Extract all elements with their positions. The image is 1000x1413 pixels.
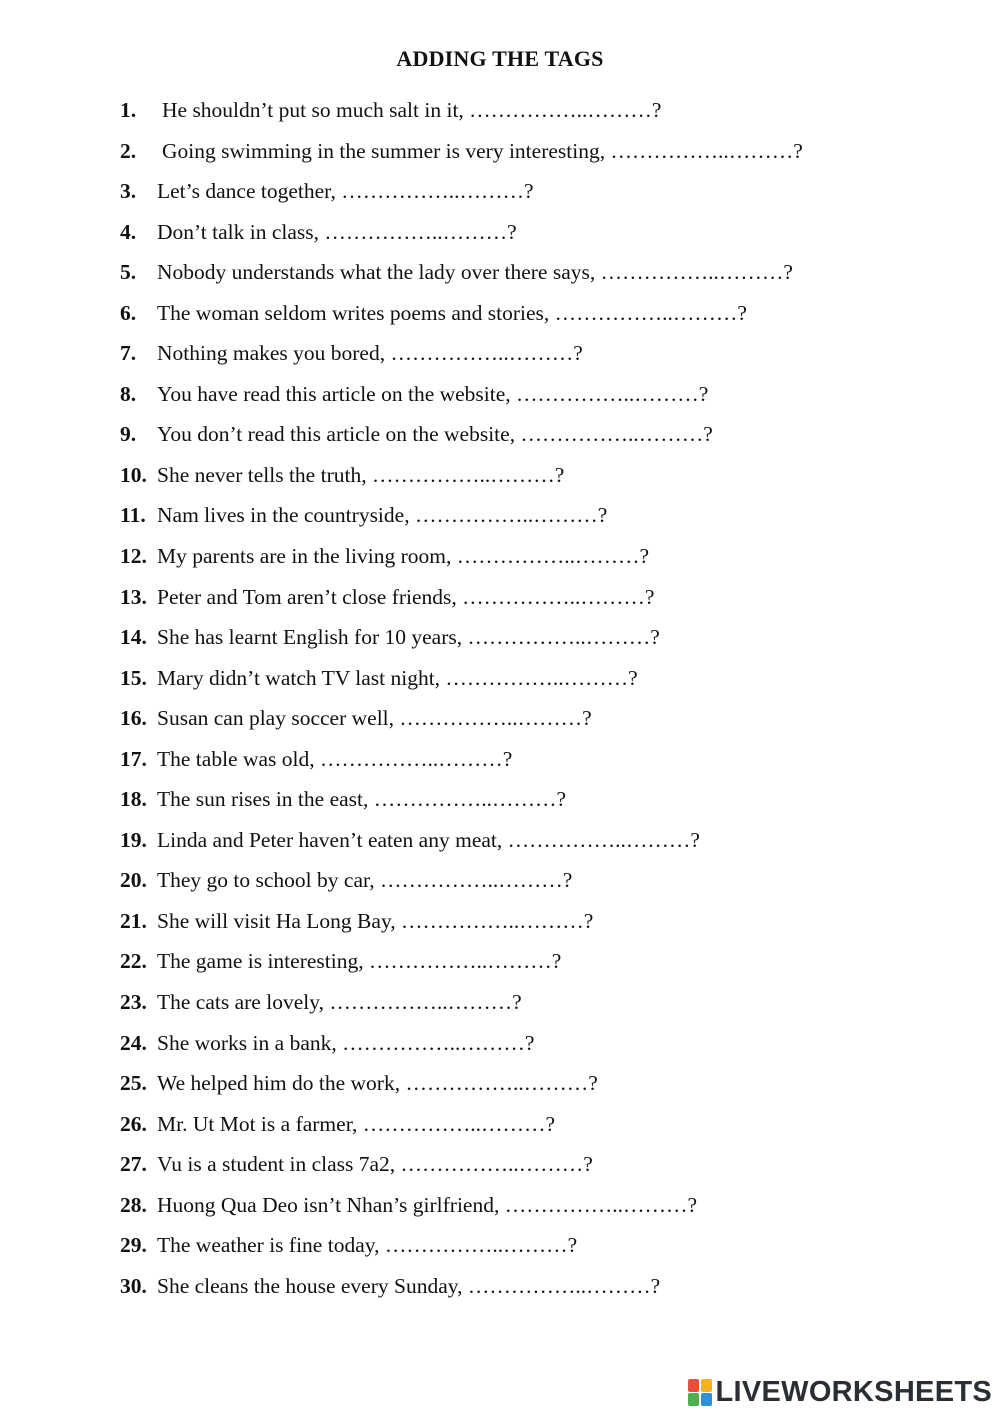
question-text: Going swimming in the summer is very interesting, ……………..………? xyxy=(162,138,803,163)
question-text: You have read this article on the website, ……………..………? xyxy=(157,381,709,406)
question-item xyxy=(120,252,980,293)
question-text: Huong Qua Deo isn’t Nhan’s girlfriend, ……………..………? xyxy=(157,1192,698,1217)
question-text: My parents are in the living room, ……………..………? xyxy=(157,544,650,569)
question-item xyxy=(120,212,980,253)
question-item xyxy=(120,1104,980,1145)
footer-branding xyxy=(688,1374,993,1410)
question-item xyxy=(120,1144,980,1185)
question-number: 7. xyxy=(120,341,137,366)
question-text: Mr. Ut Mot is a farmer, ……………..………? xyxy=(157,1111,556,1136)
question-number: 9. xyxy=(120,422,137,447)
worksheet-title: ADDING THE TAGS xyxy=(396,46,604,71)
question-text: Linda and Peter haven’t eaten any meat, ……………..………? xyxy=(157,827,700,852)
question-item xyxy=(120,414,980,455)
question-text: She never tells the truth, ……………..………? xyxy=(157,462,565,487)
question-item xyxy=(120,739,980,780)
question-text: He shouldn’t put so much salt in it, ……………..………? xyxy=(162,98,662,122)
question-number: 2. xyxy=(120,138,137,163)
question-item xyxy=(120,171,980,212)
question-item xyxy=(120,658,980,699)
question-item xyxy=(120,1023,980,1064)
question-text: Don’t talk in class, ……………..………? xyxy=(157,219,517,244)
question-item xyxy=(120,779,980,820)
question-number: 8. xyxy=(120,381,137,406)
question-number: 26. xyxy=(120,1111,147,1136)
question-number: 15. xyxy=(120,665,147,690)
question-text: The sun rises in the east, ……………..………? xyxy=(157,787,567,812)
question-text: Mary didn’t watch TV last night, ……………..………? xyxy=(157,665,638,690)
question-item xyxy=(120,90,980,131)
question-number: 25. xyxy=(120,1071,147,1096)
question-text: Vu is a student in class 7a2, ……………..………? xyxy=(157,1152,593,1177)
question-text: The weather is fine today, ……………..………? xyxy=(157,1233,578,1258)
question-item xyxy=(120,982,980,1023)
question-text: We helped him do the work, ……………..………? xyxy=(157,1071,598,1096)
question-item xyxy=(120,536,980,577)
question-item xyxy=(120,1185,980,1226)
question-number: 10. xyxy=(120,462,147,487)
question-number: 1. xyxy=(120,98,137,122)
question-item xyxy=(120,820,980,861)
question-number: 11. xyxy=(120,503,146,528)
question-number: 27. xyxy=(120,1152,147,1177)
question-number: 29. xyxy=(120,1233,147,1258)
question-item xyxy=(120,901,980,942)
question-item xyxy=(120,374,980,415)
question-number: 19. xyxy=(120,827,147,852)
question-number: 4. xyxy=(120,219,137,244)
question-item xyxy=(120,131,980,172)
question-text: The table was old, ……………..………? xyxy=(157,746,513,771)
question-text: They go to school by car, ……………..………? xyxy=(157,868,573,893)
question-item xyxy=(120,333,980,374)
question-text: She will visit Ha Long Bay, ……………..………? xyxy=(157,908,594,933)
question-item xyxy=(120,293,980,334)
question-number: 28. xyxy=(120,1192,147,1217)
question-item xyxy=(120,1225,980,1266)
question-text: Nothing makes you bored, ……………..………? xyxy=(157,341,583,366)
question-item xyxy=(120,860,980,901)
liveworksheets-logo-icon xyxy=(688,1377,714,1407)
question-text: Nobody understands what the lady over there says, ……………..………? xyxy=(157,260,793,285)
question-item xyxy=(120,1266,980,1307)
question-text: Peter and Tom aren’t close friends, ……………..………? xyxy=(157,584,655,609)
question-text: Susan can play soccer well, ……………..………? xyxy=(157,706,592,731)
question-text: She cleans the house every Sunday, ……………..………? xyxy=(157,1273,661,1298)
question-number: 21. xyxy=(120,908,147,933)
question-number: 14. xyxy=(120,625,147,650)
question-list xyxy=(120,90,980,1306)
question-text: The cats are lovely, ……………..………? xyxy=(157,990,522,1015)
question-number: 24. xyxy=(120,1030,147,1055)
question-text: She has learnt English for 10 years, ……………..………? xyxy=(157,625,660,650)
question-text: Nam lives in the countryside, ……………..………? xyxy=(157,503,608,528)
question-number: 22. xyxy=(120,949,147,974)
question-text: The woman seldom writes poems and stories, ……………..………? xyxy=(157,300,747,325)
question-item xyxy=(120,1063,980,1104)
liveworksheets-logo-text: LIVEWORKSHEETS xyxy=(715,1375,992,1408)
question-number: 5. xyxy=(120,260,137,285)
question-item xyxy=(120,455,980,496)
question-number: 17. xyxy=(120,746,147,771)
question-item xyxy=(120,698,980,739)
question-text: The game is interesting, ……………..………? xyxy=(157,949,562,974)
question-item xyxy=(120,577,980,618)
question-number: 30. xyxy=(120,1273,147,1298)
question-number: 13. xyxy=(120,584,147,609)
question-number: 3. xyxy=(120,179,137,204)
question-number: 6. xyxy=(120,300,137,325)
question-text: You don’t read this article on the website, ……………..………? xyxy=(157,422,713,447)
question-text: Let’s dance together, ……………..………? xyxy=(157,179,534,204)
question-number: 18. xyxy=(120,787,147,812)
question-number: 23. xyxy=(120,990,147,1015)
question-text: She works in a bank, ……………..………? xyxy=(157,1030,535,1055)
question-number: 16. xyxy=(120,706,147,731)
question-item xyxy=(120,617,980,658)
question-number: 12. xyxy=(120,544,147,569)
question-item xyxy=(120,941,980,982)
question-item xyxy=(120,495,980,536)
question-number: 20. xyxy=(120,868,147,893)
